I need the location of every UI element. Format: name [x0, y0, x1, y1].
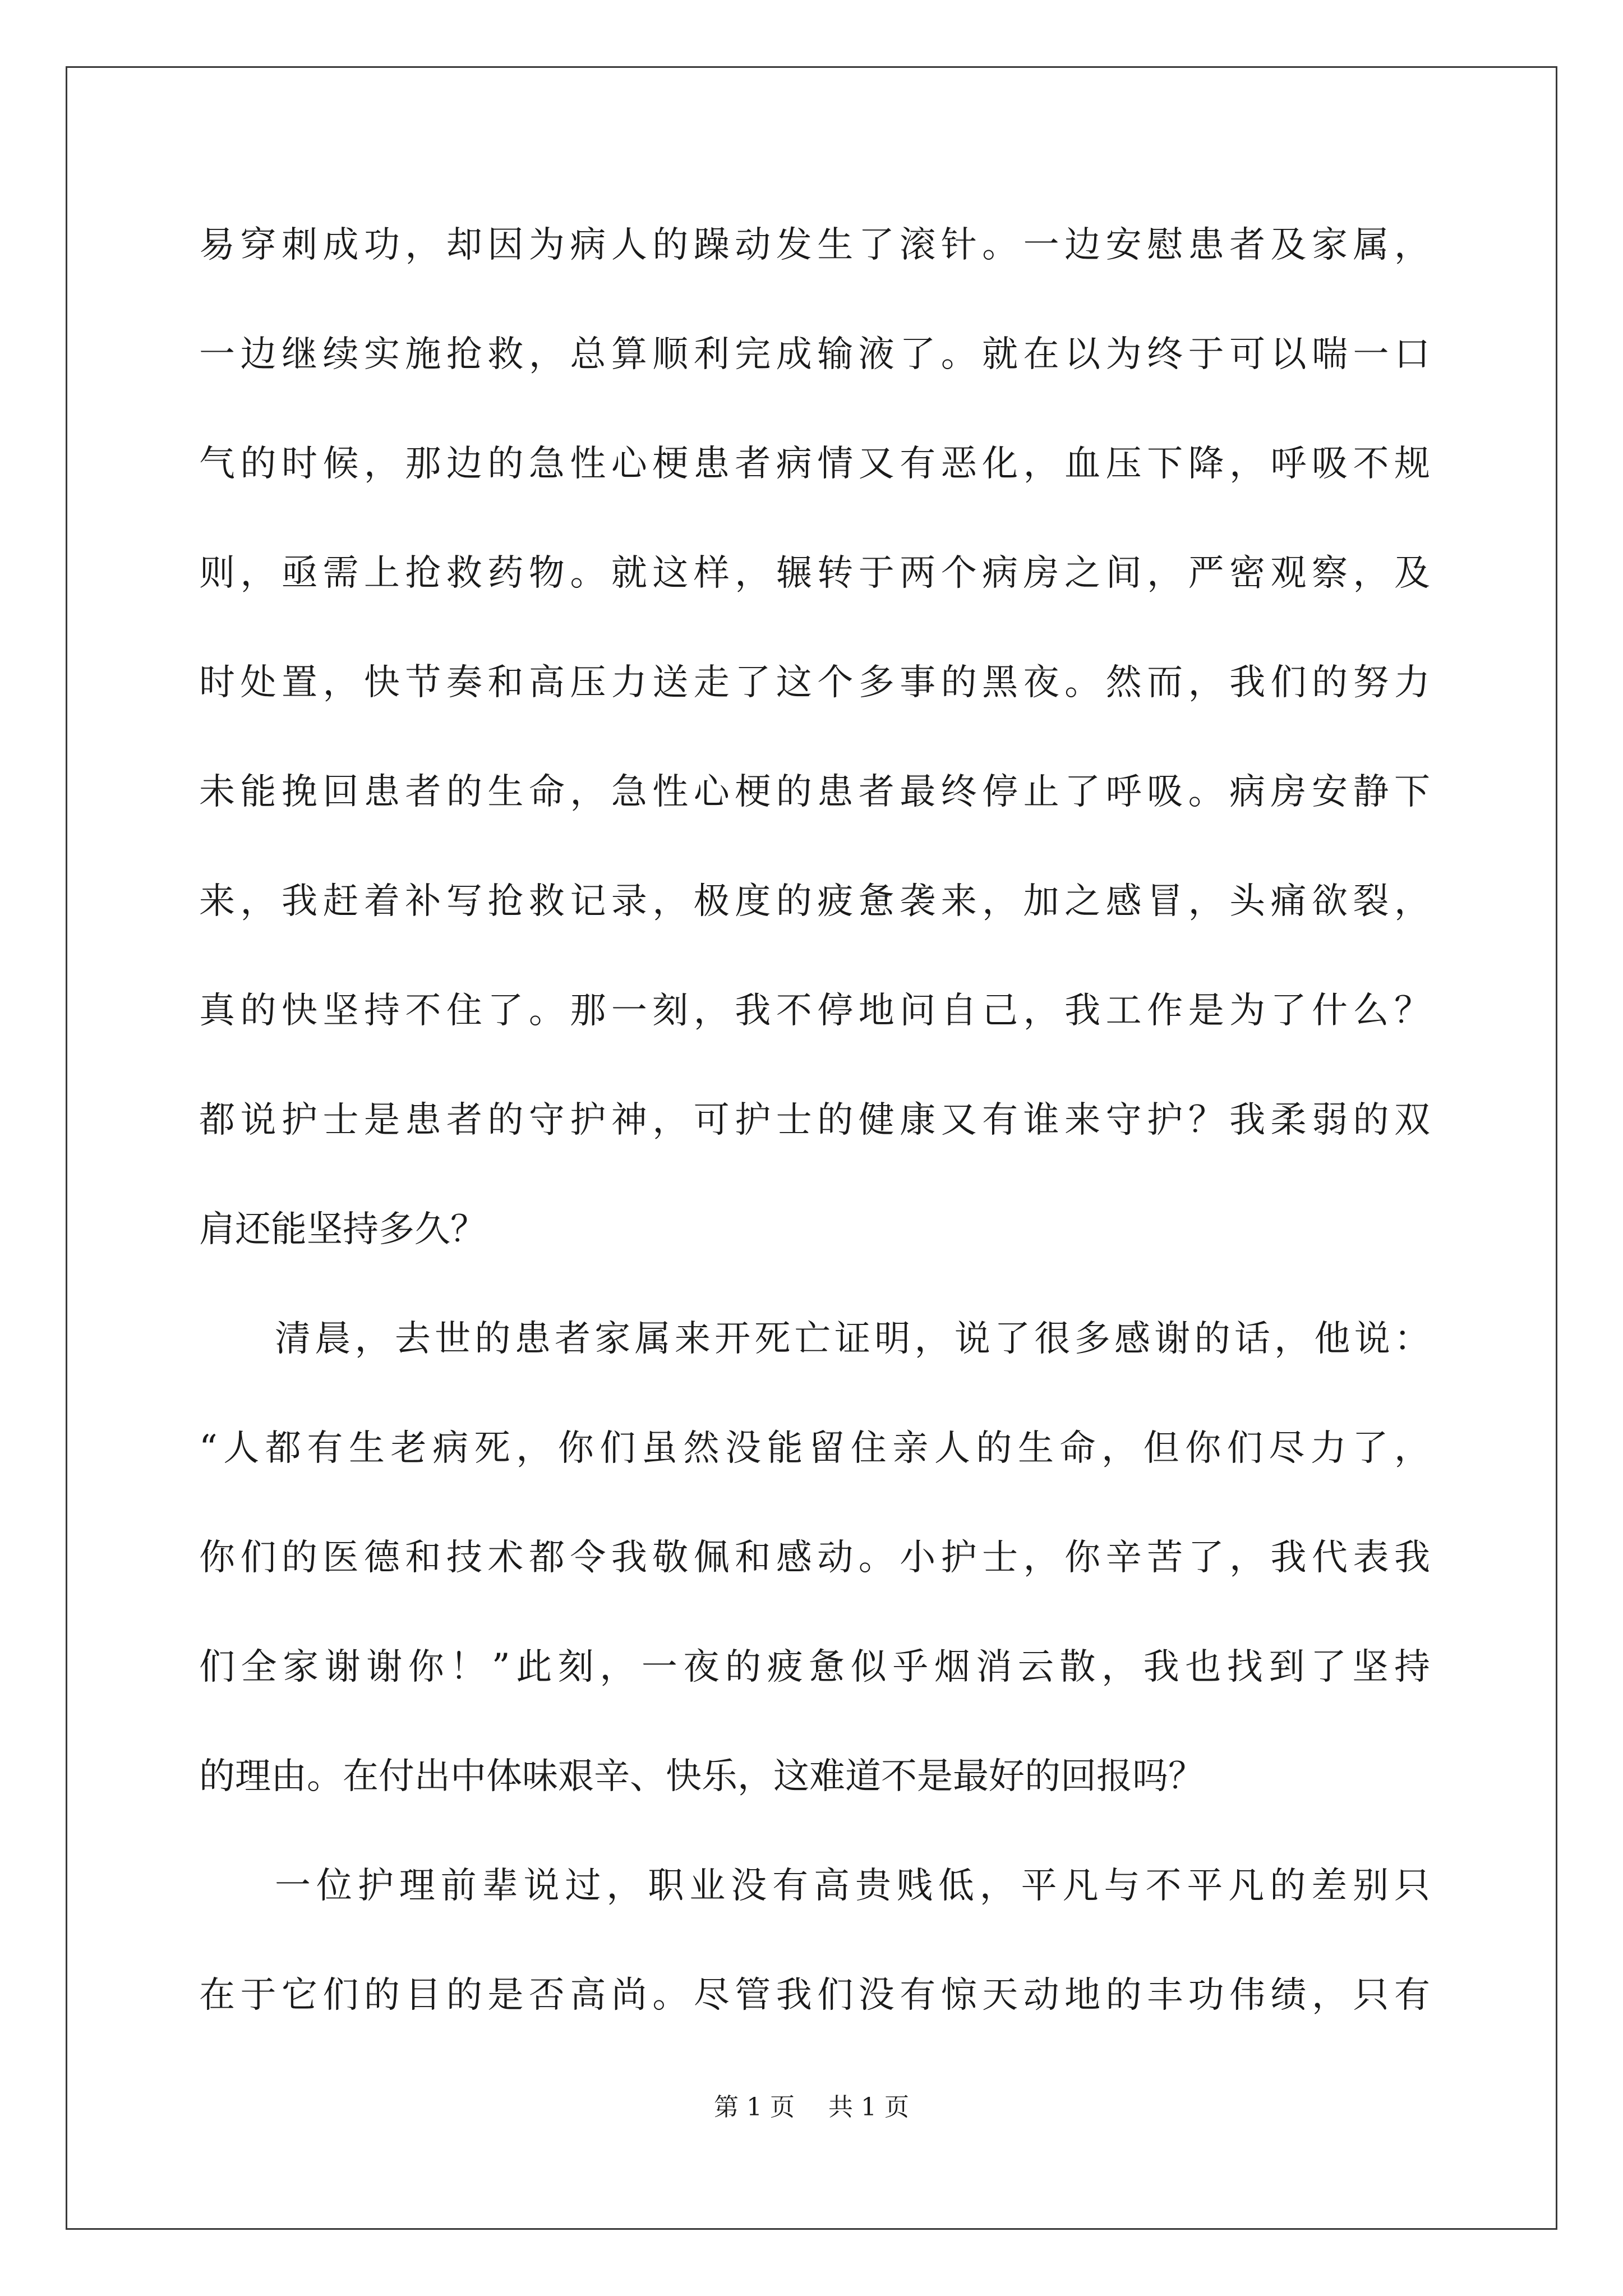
text-line: 来，我赶着补写抢救记录，极度的疲惫袭来，加之感冒，头痛欲裂，	[199, 881, 1430, 922]
text-line: 则，亟需上抢救药物。就这样，辗转于两个病房之间，严密观察，及	[199, 553, 1430, 594]
text-line: 易穿刺成功，却因为病人的躁动发生了滚针。一边安慰患者及家属，	[199, 224, 1430, 266]
text-line: 气的时候，那边的急性心梗患者病情又有恶化，血压下降，呼吸不规	[199, 443, 1430, 485]
text-line: 你们的医德和技术都令我敬佩和感动。小护士，你辛苦了，我代表我	[199, 1537, 1430, 1579]
text-line-paragraph-end: 肩还能坚持多久？	[199, 1209, 486, 1250]
text-line: 时处置，快节奏和高压力送走了这个多事的黑夜。然而，我们的努力	[199, 662, 1430, 703]
text-line: 真的快坚持不住了。那一刻，我不停地问自己，我工作是为了什么？	[199, 990, 1430, 1032]
document-body	[199, 191, 1430, 2050]
text-line: 未能挽回患者的生命，急性心梗的患者最终停止了呼吸。病房安静下	[199, 771, 1430, 813]
text-line-paragraph-start: 一位护理前辈说过，职业没有高贵贱低，平凡与不平凡的差别只	[275, 1865, 1430, 1907]
text-line: “人都有生老病死，你们虽然没能留住亲人的生命，但你们尽力了，	[199, 1428, 1430, 1469]
text-line: 在于它们的目的是否高尚。尽管我们没有惊天动地的丰功伟绩，只有	[199, 1975, 1430, 2016]
page-number-total: 共 1 页	[828, 2093, 909, 2122]
text-line: 都说护士是患者的守护神，可护士的健康又有谁来守护？我柔弱的双	[199, 1099, 1430, 1141]
text-line: 一边继续实施抢救，总算顺利完成输液了。就在以为终于可以喘一口	[199, 334, 1430, 375]
text-line: 们全家谢谢你！”此刻，一夜的疲惫似乎烟消云散，我也找到了坚持	[199, 1646, 1430, 1688]
page-footer	[0, 2087, 1623, 2123]
text-line-paragraph-end: 的理由。在付出中体味艰辛、快乐，这难道不是最好的回报吗？	[199, 1756, 1204, 1797]
text-line-paragraph-start: 清晨，去世的患者家属来开死亡证明，说了很多感谢的话，他说：	[275, 1318, 1430, 1360]
page-number-current: 第 1 页	[714, 2093, 795, 2122]
